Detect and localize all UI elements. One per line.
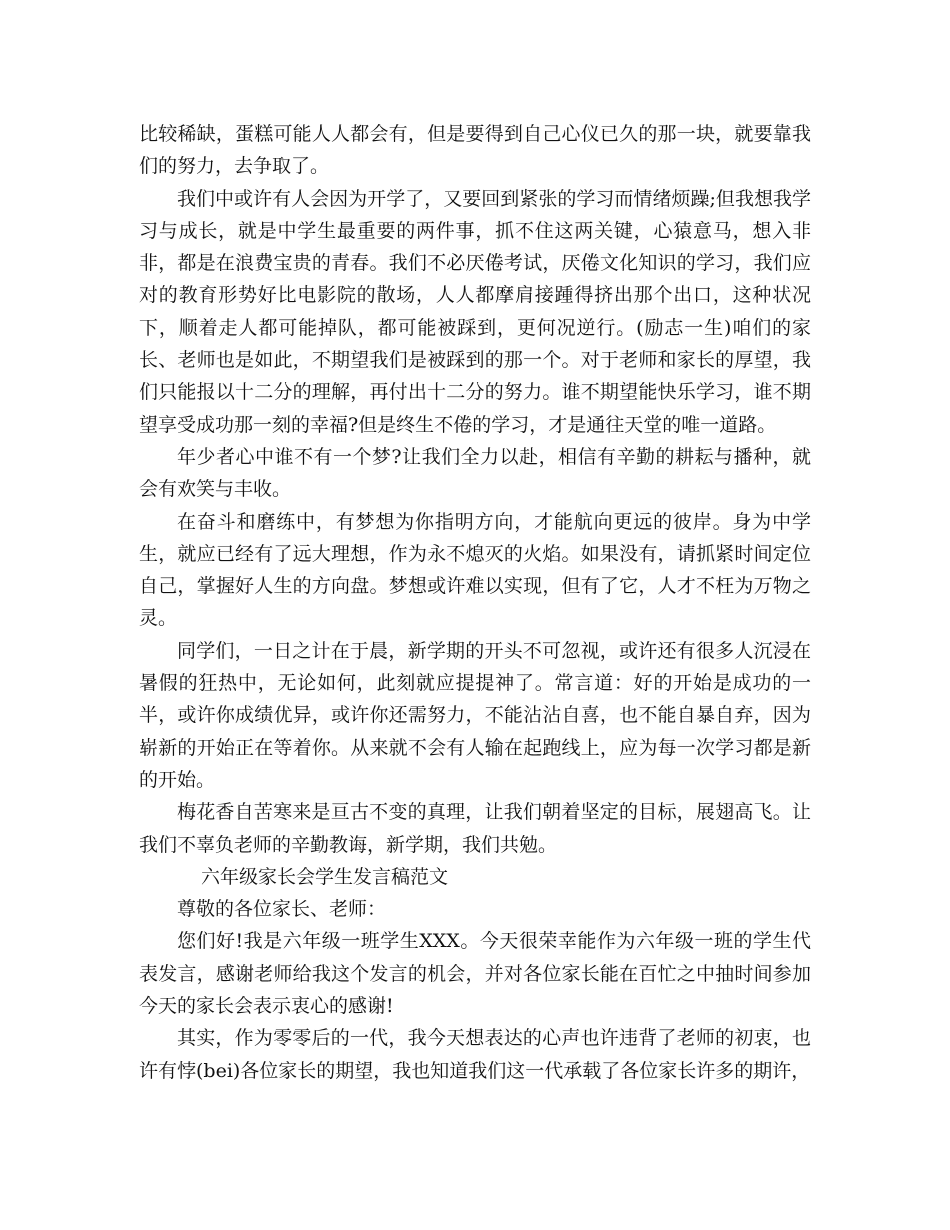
paragraph: 年少者心中谁不有一个梦?让我们全力以赴，相信有辛勤的耕耘与播种，就会有欢笑与丰收。 <box>139 445 811 501</box>
salutation: 尊敬的各位家长、老师： <box>177 898 387 921</box>
paragraph: 我们中或许有人会因为开学了，又要回到紧张的学习而情绪烦躁;但我想我学习与成长，就是中学生最重要的两件事，抓不住这两关键，心猿意马，想入非非，都是在浪费宝贵的青春。我们不必厌倦考试，厌倦文化知识的学习，我们应对的教育形势好比电影院的散场，人人都摩肩接踵得挤出那个出口，这种状况下，顺着走人都可能掉队，都可能被踩到，更何况逆行。(励志一生)咱们的家长、老师也是如此，不期望我们是被踩到的那一个。对于老师和家长的厚望，我们只能报以十二分的理解，再付出十二分的努力。谁不期望能快乐学习，谁不期望享受成功那一刻的幸福?但是终生不倦的学习，才是通往天堂的唯一道路。 <box>139 187 811 436</box>
paragraph: 比较稀缺，蛋糕可能人人都会有，但是要得到自己心仪已久的那一块，就要靠我们的努力，去争取了。 <box>139 123 811 178</box>
section-heading: 六年级家长会学生发言稿范文 <box>201 865 449 888</box>
paragraph: 梅花香自苦寒来是亘古不变的真理，让我们朝着坚定的目标，展翅高飞。让我们不辜负老师的辛勤教诲，新学期，我们共勉。 <box>139 801 811 856</box>
paragraph: 在奋斗和磨练中，有梦想为你指明方向，才能航向更远的彼岸。身为中学生，就应已经有了远大理想，作为永不熄灭的火焰。如果没有，请抓紧时间定位自己，掌握好人生的方向盘。梦想或许难以实现，但有了它，人才不枉为万物之灵。 <box>139 510 811 630</box>
paragraph: 您们好!我是六年级一班学生XXX。今天很荣幸能作为六年级一班的学生代表发言，感谢老师给我这个发言的机会，并对各位家长能在百忙之中抽时间参加今天的家长会表示衷心的感谢! <box>139 930 811 1018</box>
paragraph: 其实，作为零零后的一代，我今天想表达的心声也许违背了老师的初衷，也许有悖(bei)各位家长的期望，我也知道我们这一代承载了各位家长许多的期许， <box>139 1027 811 1082</box>
paragraph: 同学们，一日之计在于晨，新学期的开头不可忽视，或许还有很多人沉浸在暑假的狂热中，无论如何，此刻就应提提神了。常言道：好的开始是成功的一半，或许你成绩优异，或许你还需努力，不能沾沾自喜，也不能自暴自弃，因为崭新的开始正在等着你。从来就不会有人输在起跑线上，应为每一次学习都是新的开始。 <box>139 639 811 791</box>
document-body <box>139 118 811 1087</box>
